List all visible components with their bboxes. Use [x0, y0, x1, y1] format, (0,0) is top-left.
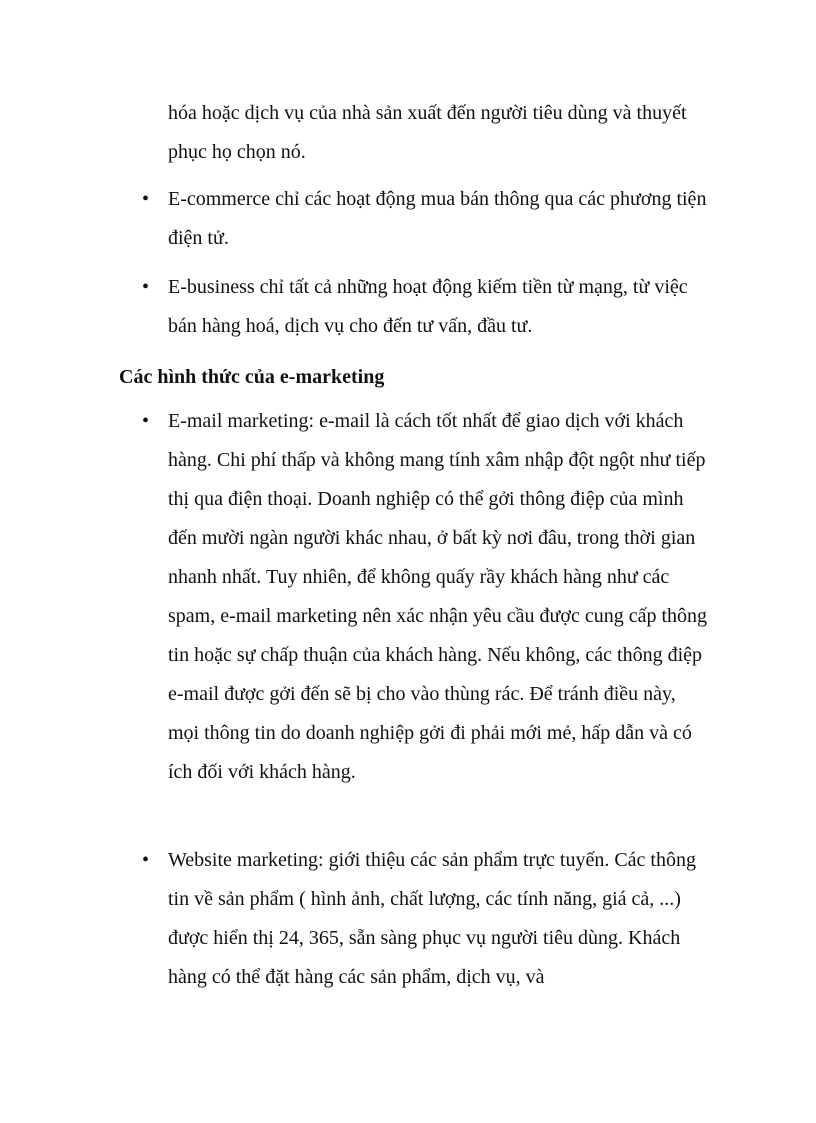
continuation-paragraph: hóa hoặc dịch vụ của nhà sản xuất đến người tiêu dùng và thuyết phục họ chọn nó. — [168, 102, 687, 163]
bullet-marker: • — [142, 849, 150, 871]
bullet-marker: • — [142, 410, 150, 432]
bullet-ecommerce: E-commerce chỉ các hoạt động mua bán thông qua các phương tiện điện tử. — [168, 188, 707, 249]
bullet-ebusiness: E-business chỉ tất cả những hoạt động kiếm tiền từ mạng, từ việc bán hàng hoá, dịch vụ cho đến tư vấn, đầu tư. — [168, 276, 688, 337]
bullet-website-marketing: Website marketing: giới thiệu các sản phẩm trực tuyến. Các thông tin về sản phẩm ( hình ảnh, chất lượng, các tính năng, giá cả, ...) được hiển thị 24, 365, sẵn sàng phục vụ người tiêu dùng. Khách hàng có thể đặt hàng các sản phẩm, dịch vụ, và — [168, 849, 696, 988]
bullet-marker: • — [142, 188, 150, 210]
bullet-marker: • — [142, 276, 150, 298]
section-heading: Các hình thức của e-marketing — [119, 366, 385, 388]
bullet-email-marketing: E-mail marketing: e-mail là cách tốt nhất để giao dịch với khách hàng. Chi phí thấp và không mang tính xâm nhập đột ngột như tiếp thị qua điện thoại. Doanh nghiệp có thể gởi thông điệp của mình đến mười ngàn người khác nhau, ở bất kỳ nơi đâu, trong thời gian nhanh nhất. Tuy nhiên, để không quấy rầy khách hàng như các spam, e-mail marketing nên xác nhận yêu cầu được cung cấp thông tin hoặc sự chấp thuận của khách hàng. Nếu không, các thông điệp e-mail được gởi đến sẽ bị cho vào thùng rác. Để tránh điều này, mọi thông tin do doanh nghiệp gởi đi phải mới mẻ, hấp dẫn và có ích đối với khách hàng. — [168, 410, 708, 783]
